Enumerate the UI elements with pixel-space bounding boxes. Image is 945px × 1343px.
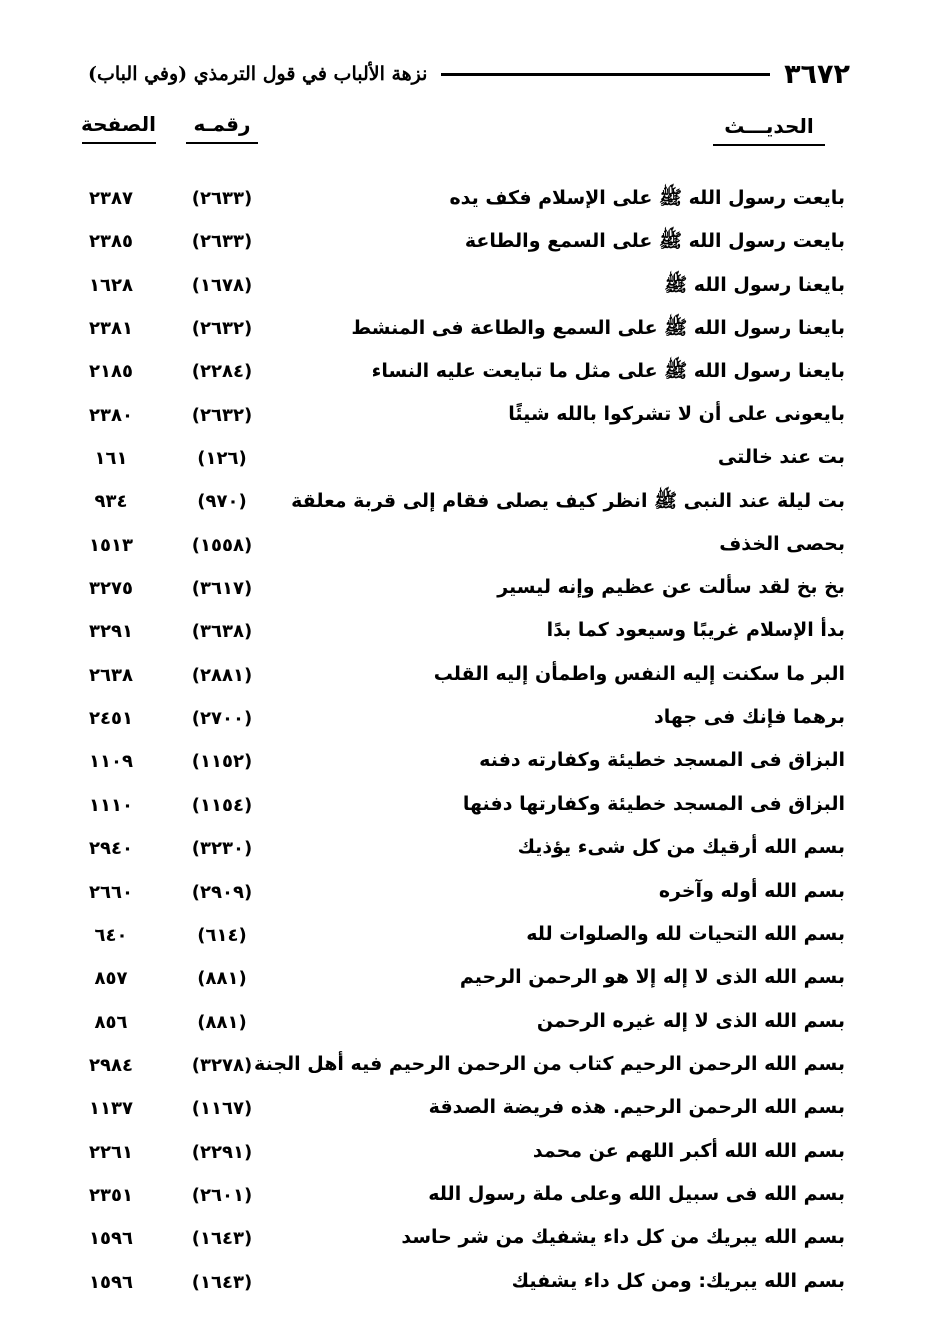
hadith-number: (٢٢٩١) bbox=[191, 1141, 253, 1163]
hadith-text: بسم الله الرحمن الرحيم كتاب من الرحمن الرحيم فيه أهل الجنة bbox=[254, 1052, 845, 1075]
page-number: ٣٦٧٢ bbox=[784, 58, 850, 90]
hadith-text: بسم الله الذى لا إله إلا هو الرحمن الرحيم bbox=[459, 966, 845, 989]
page-ref: ٢٦٦٠ bbox=[89, 881, 133, 903]
hadith-number: (٢٦٣٢) bbox=[191, 404, 253, 426]
hadith-number: (١٢٦) bbox=[197, 448, 247, 470]
hadith-number: (٣٦٣٨) bbox=[191, 621, 253, 643]
index-row bbox=[0, 529, 945, 572]
index-row bbox=[0, 745, 945, 788]
hadith-text: بسم الله أرقيك من كل شىء يؤذيك bbox=[517, 836, 845, 859]
index-row bbox=[0, 442, 945, 485]
hadith-text: بايعت رسول الله ﷺ على السمع والطاعة bbox=[464, 230, 845, 253]
index-row bbox=[0, 1136, 945, 1179]
hadith-text: بايعونى على أن لا تشركوا بالله شيئًا bbox=[508, 402, 845, 425]
hadith-number: (١٦٤٣) bbox=[191, 1228, 253, 1250]
index-row bbox=[0, 1092, 945, 1135]
hadith-number: (١٥٥٨) bbox=[191, 534, 253, 556]
hadith-number: (١٦٧٨) bbox=[191, 274, 253, 296]
hadith-text: بدأ الإسلام غريبًا وسيعود كما بدًا bbox=[546, 619, 845, 642]
hadith-text: بسم الله الرحمن الرحيم. هذه فريضة الصدقة bbox=[428, 1096, 845, 1119]
hadith-number: (٨٨١) bbox=[197, 1011, 247, 1033]
column-header-page: الصفحة bbox=[82, 112, 156, 144]
hadith-number: (٢٢٨٤) bbox=[191, 361, 253, 383]
index-row bbox=[0, 919, 945, 962]
hadith-text: بسم الله التحيات لله والصلوات لله bbox=[526, 922, 845, 945]
page-ref: ١٦٢٨ bbox=[89, 274, 133, 296]
page-ref: ٢٢٦١ bbox=[89, 1141, 133, 1163]
page-ref: ٣٢٩١ bbox=[89, 621, 133, 643]
page-ref: ١٥٩٦ bbox=[89, 1228, 133, 1250]
page-ref: ١١١٠ bbox=[89, 794, 133, 816]
index-row bbox=[0, 355, 945, 398]
index-row bbox=[0, 962, 945, 1005]
index-row bbox=[0, 269, 945, 312]
index-row bbox=[0, 1006, 945, 1049]
hadith-text: بت عند خالتى bbox=[717, 446, 845, 469]
page-ref: ٢٩٨٤ bbox=[89, 1054, 133, 1076]
page-ref: ٦٤٠ bbox=[94, 924, 128, 946]
index-row bbox=[0, 876, 945, 919]
hadith-text: بايعنا رسول الله ﷺ على السمع والطاعة فى المنشط bbox=[351, 317, 845, 340]
page-ref: ٢١٨٥ bbox=[89, 361, 133, 383]
hadith-number: (١١٥٢) bbox=[191, 751, 253, 773]
page-ref: ٨٥٦ bbox=[94, 1011, 128, 1033]
index-row bbox=[0, 312, 945, 355]
hadith-text: بسم الله يبريك: ومن كل داء يشفيك bbox=[511, 1269, 845, 1292]
hadith-text: بت ليلة عند النبى ﷺ انظر كيف يصلى فقام إلى قربة معلقة bbox=[291, 490, 845, 513]
index-row bbox=[0, 1222, 945, 1265]
page-ref: ٢٣٥١ bbox=[89, 1184, 133, 1206]
index-row bbox=[0, 399, 945, 442]
hadith-number: (٢٦٠١) bbox=[191, 1184, 253, 1206]
index-row bbox=[0, 789, 945, 832]
hadith-text: بايعت رسول الله ﷺ على الإسلام فكف يده bbox=[449, 187, 845, 209]
page-ref: ٢٣٨١ bbox=[89, 318, 133, 340]
hadith-number: (٢٩٠٩) bbox=[191, 881, 253, 903]
index-row bbox=[0, 615, 945, 658]
index-row bbox=[0, 572, 945, 615]
page-ref: ٨٥٧ bbox=[94, 968, 128, 990]
hadith-text: بسم الله فى سبيل الله وعلى ملة رسول الله bbox=[428, 1182, 845, 1205]
hadith-number: (٢٨٨١) bbox=[191, 664, 253, 686]
hadith-text: بايعنا رسول الله ﷺ على مثل ما تبايعت عليه النساء bbox=[371, 360, 845, 383]
page-ref: ٩٣٤ bbox=[94, 491, 128, 513]
column-header-number: رقمـه bbox=[186, 112, 258, 144]
page-ref: ٢٤٥١ bbox=[89, 708, 133, 730]
hadith-number: (٣٦١٧) bbox=[191, 578, 253, 600]
page-ref: ٢٦٣٨ bbox=[89, 664, 133, 686]
hadith-number: (٨٨١) bbox=[197, 968, 247, 990]
index-row bbox=[0, 1049, 945, 1092]
hadith-text: بسم الله أوله وآخره bbox=[658, 879, 845, 902]
hadith-text: البزاق فى المسجد خطيئة وكفارتها دفنها bbox=[462, 792, 845, 815]
hadith-number: (٢٦٣٣) bbox=[191, 188, 253, 209]
page-ref: ٢٩٤٠ bbox=[89, 838, 133, 860]
hadith-number: (٣٢٣٠) bbox=[191, 838, 253, 860]
index-row bbox=[0, 1179, 945, 1222]
page-ref: ١١٣٧ bbox=[89, 1098, 133, 1120]
index-row bbox=[0, 485, 945, 528]
hadith-text: بسم الله الله أكبر اللهم عن محمد bbox=[532, 1139, 845, 1162]
page-ref: ١٦١ bbox=[94, 448, 128, 470]
hadith-number: (٩٧٠) bbox=[197, 491, 247, 513]
index-row bbox=[0, 659, 945, 702]
index-row bbox=[0, 1266, 945, 1309]
page-header bbox=[88, 52, 850, 96]
page-ref: ٣٢٧٥ bbox=[89, 578, 133, 600]
hadith-text: البزاق فى المسجد خطيئة وكفارته دفنه bbox=[479, 749, 845, 772]
hadith-text: بحصى الخذف bbox=[719, 532, 845, 555]
hadith-text: برهما فإنك فى جهاد bbox=[653, 706, 845, 729]
hadith-number: (٣٢٧٨) bbox=[191, 1054, 253, 1076]
hadith-number: (١١٦٧) bbox=[191, 1098, 253, 1120]
page-ref: ١٥١٣ bbox=[89, 534, 133, 556]
running-title: نزهة الألباب في قول الترمذي (وفي الباب) bbox=[88, 63, 428, 85]
index-list bbox=[0, 182, 945, 1309]
index-row bbox=[0, 702, 945, 745]
page-ref: ١١٠٩ bbox=[89, 751, 133, 773]
hadith-text: بخ بخ لقد سألت عن عظيم وإنه ليسير bbox=[497, 576, 845, 599]
hadith-number: (٢٦٣٢) bbox=[191, 318, 253, 340]
hadith-text: البر ما سكنت إليه النفس واطمأن إليه القلب bbox=[433, 662, 845, 685]
index-row bbox=[0, 225, 945, 268]
hadith-text: بسم الله يبريك من كل داء يشفيك من شر حاسد bbox=[401, 1226, 845, 1249]
page-ref: ٢٣٨٥ bbox=[89, 231, 133, 253]
column-headers bbox=[0, 112, 945, 160]
hadith-number: (٦١٤) bbox=[197, 924, 247, 946]
hadith-number: (٢٦٣٣) bbox=[191, 231, 253, 253]
header-rule bbox=[441, 73, 770, 76]
index-row bbox=[0, 182, 945, 225]
hadith-number: (٢٧٠٠) bbox=[191, 708, 253, 730]
hadith-number: (١١٥٤) bbox=[191, 794, 253, 816]
index-row bbox=[0, 832, 945, 875]
page-ref: ١٥٩٦ bbox=[89, 1271, 133, 1293]
column-header-hadith: الحديـــث bbox=[713, 114, 825, 146]
hadith-text: بايعنا رسول الله ﷺ bbox=[664, 273, 845, 296]
hadith-text: بسم الله الذى لا إله غيره الرحمن bbox=[536, 1009, 845, 1032]
page-ref: ٢٣٨٠ bbox=[89, 404, 133, 426]
hadith-number: (١٦٤٣) bbox=[191, 1271, 253, 1293]
page-ref: ٢٣٨٧ bbox=[89, 188, 133, 209]
